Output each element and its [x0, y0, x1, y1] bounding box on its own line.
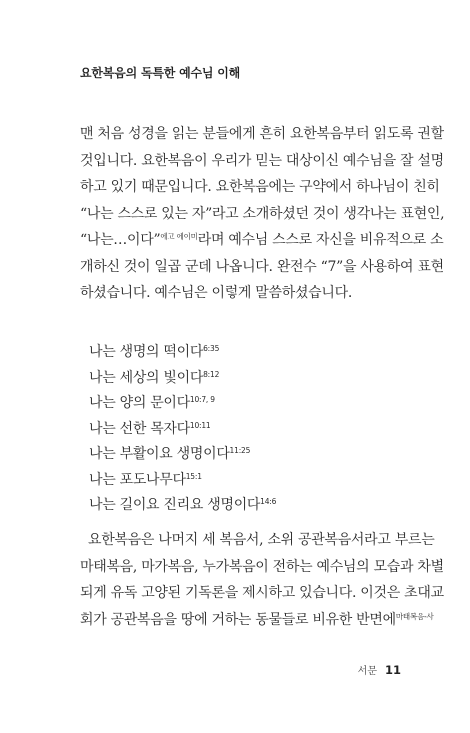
verse-reference: 14:6: [260, 497, 277, 506]
saying-item: [89, 418, 276, 444]
quoted-phrase: “나는…이다”: [80, 232, 161, 248]
saying-item: [89, 469, 276, 495]
paragraph-line: 하셨습니다. 예수님은 이렇게 말씀하셨습니다.: [80, 285, 353, 301]
saying-item: [89, 392, 276, 418]
paragraph-text: 회가 공관복음을 땅에 거하는 동물들로 비유한 반면에: [80, 611, 396, 628]
saying-item: [89, 443, 276, 469]
intro-paragraph: [80, 121, 445, 307]
paragraph-line: 요한복음은 나머지 세 복음서, 소위 공관복음서라고 부르는: [88, 532, 435, 548]
verse-reference: 11:25: [229, 446, 251, 455]
saying-text: 나는 포도나무다: [89, 471, 186, 488]
superscript-note: 마태복음-사: [395, 611, 434, 621]
running-header: 요한복음의 독특한 예수님 이해: [80, 66, 241, 80]
paragraph-line: “나는 스스로 있는 자”라고 소개하셨던 것이 생각나는 표현인,: [80, 205, 445, 222]
saying-text: 나는 양의 문이다: [89, 395, 190, 411]
second-paragraph: [80, 527, 444, 633]
saying-text: 나는 세상의 빛이다: [89, 369, 204, 386]
paragraph-line: [80, 607, 434, 634]
i-am-sayings-list: [89, 341, 276, 520]
superscript-note: 에고 에이미: [160, 232, 198, 241]
paragraph-line: 개하신 것이 일곱 군데 나옵니다. 완전수 “7”을 사용하여 표현: [80, 258, 444, 275]
section-label: 서문: [357, 666, 377, 677]
verse-reference: 8:12: [203, 369, 220, 379]
paragraph-line: 마태복음, 마가복음, 누가복음이 전하는 예수님의 모습과 차별: [80, 558, 444, 575]
saying-item: [89, 494, 276, 520]
verse-reference: 10:7, 9: [189, 395, 215, 404]
verse-reference: 10:11: [189, 420, 211, 430]
page-footer: [358, 662, 401, 677]
saying-text: 나는 부활이요 생명이다: [89, 446, 230, 462]
page-number: 11: [384, 663, 401, 677]
paragraph-text: 라며 예수님 스스로 자신을 비유적으로 소: [197, 232, 444, 248]
saying-item: [89, 341, 276, 367]
saying-text: 나는 생명의 떡이다: [89, 344, 204, 360]
paragraph-line: 하고 있기 때문입니다. 요한복음에는 구약에서 하나님이 친히: [80, 179, 440, 195]
paragraph-line: 것입니다. 요한복음이 우리가 믿는 대상이신 예수님을 잘 설명: [80, 152, 444, 169]
paragraph-line: 맨 처음 성경을 읽는 분들에게 흔히 요한복음부터 읽도록 권할: [80, 126, 444, 142]
saying-item: [89, 367, 276, 393]
paragraph-line: 되게 유독 고양된 기독론을 제시하고 있습니다. 이것은 초대교: [80, 585, 444, 601]
verse-reference: 6:35: [203, 344, 220, 353]
verse-reference: 15:1: [185, 471, 202, 481]
saying-text: 나는 길이요 진리요 생명이다: [89, 497, 261, 513]
paragraph-line: [80, 227, 444, 254]
saying-text: 나는 선한 목자다: [89, 420, 190, 437]
